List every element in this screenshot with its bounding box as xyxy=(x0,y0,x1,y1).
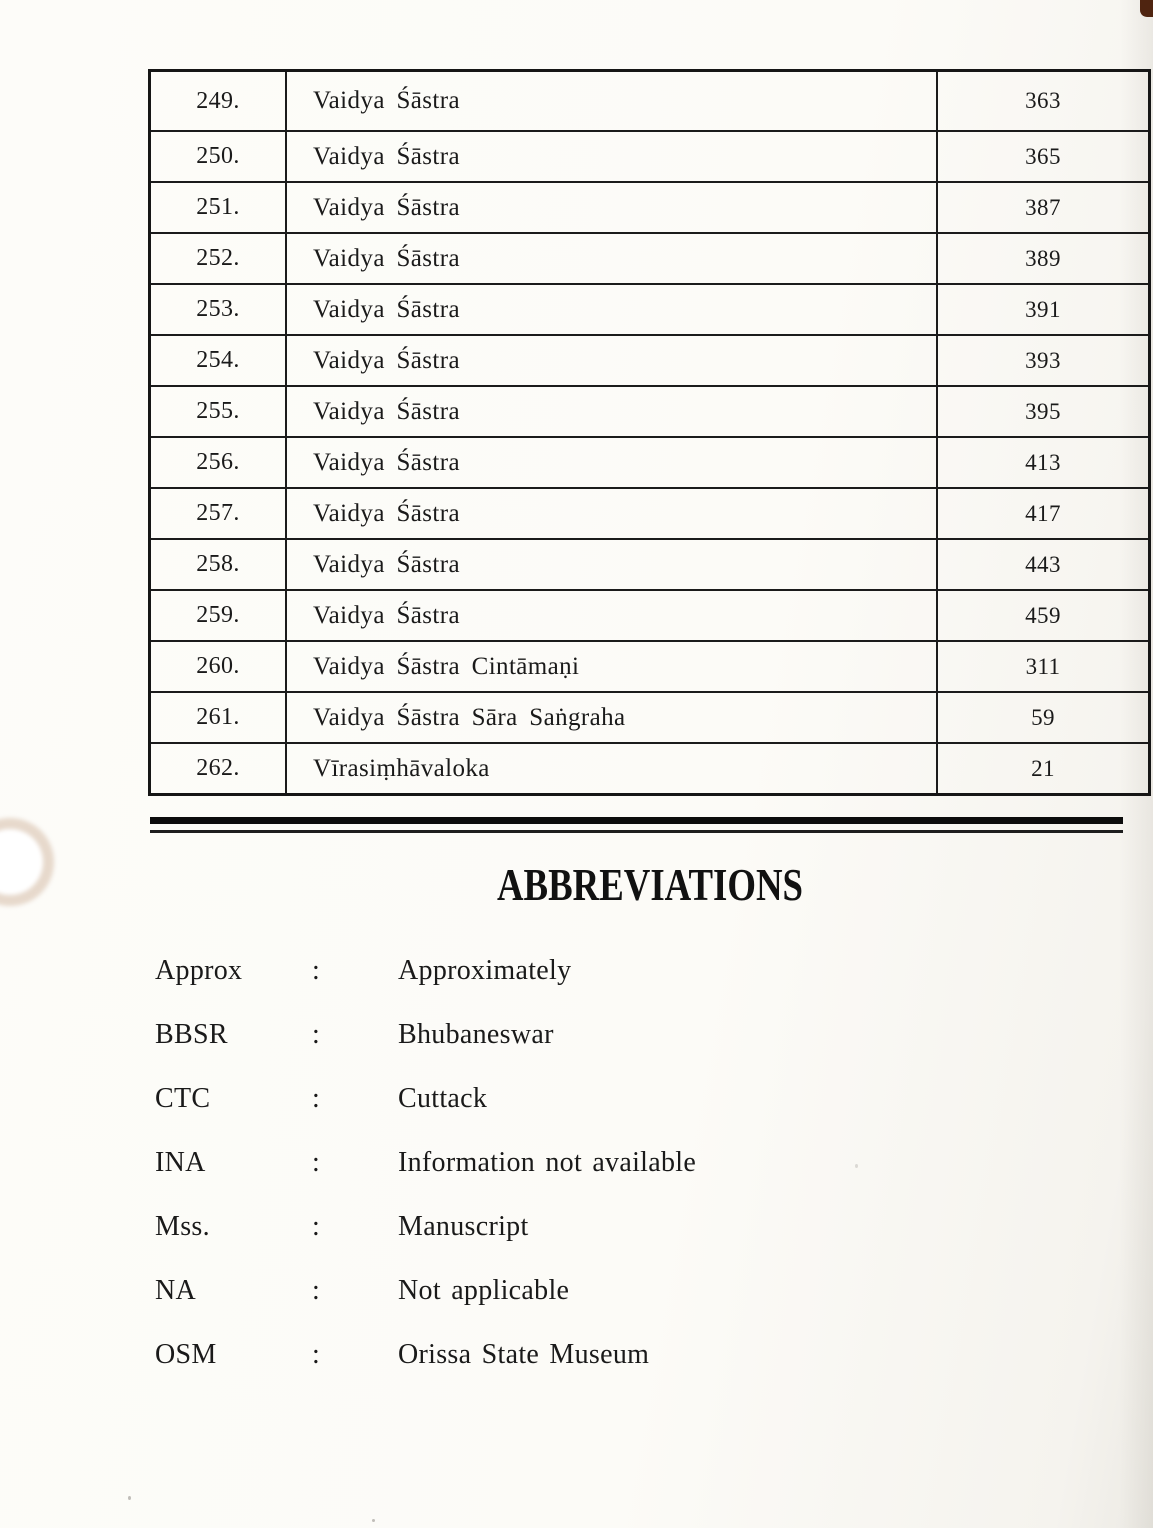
abbreviation-meaning: Orissa State Museum xyxy=(398,1339,650,1370)
table-row xyxy=(150,335,1150,386)
serial-number-cell: 254. xyxy=(150,335,287,386)
title-cell: Vaidya Śāstra xyxy=(286,590,937,641)
serial-number-cell: 262. xyxy=(150,743,287,795)
abbreviation-row xyxy=(155,1020,915,1050)
title-cell: Vaidya Śāstra xyxy=(286,386,937,437)
serial-number-cell: 259. xyxy=(150,590,287,641)
serial-number-cell: 260. xyxy=(150,641,287,692)
abbreviation-row xyxy=(155,1084,915,1114)
table-row xyxy=(150,641,1150,692)
page-number-cell: 21 xyxy=(937,743,1150,795)
page-number-cell: 387 xyxy=(937,182,1150,233)
page-number-cell: 365 xyxy=(937,131,1150,182)
page-number-cell: 417 xyxy=(937,488,1150,539)
binder-hole-artifact xyxy=(0,818,54,906)
table-row xyxy=(150,233,1150,284)
page-number-cell: 391 xyxy=(937,284,1150,335)
abbreviation-colon: : xyxy=(312,955,321,986)
abbreviation-colon: : xyxy=(312,1275,321,1306)
abbreviation-row xyxy=(155,1340,915,1370)
table-row xyxy=(150,182,1150,233)
abbreviation-meaning: Approximately xyxy=(398,955,572,986)
table-row xyxy=(150,743,1150,795)
section-double-rule xyxy=(150,817,1123,833)
abbreviation-colon: : xyxy=(312,1211,321,1242)
title-cell: Vaidya Śāstra Sāra Saṅgraha xyxy=(286,692,937,743)
abbreviation-meaning: Cuttack xyxy=(398,1083,488,1114)
title-cell: Vaidya Śāstra xyxy=(286,488,937,539)
table-row xyxy=(150,437,1150,488)
serial-number-cell: 253. xyxy=(150,284,287,335)
abbreviation-meaning: Not applicable xyxy=(398,1275,570,1306)
serial-number-cell: 251. xyxy=(150,182,287,233)
serial-number-cell: 261. xyxy=(150,692,287,743)
page-number-cell: 443 xyxy=(937,539,1150,590)
table-row xyxy=(150,386,1150,437)
page-number-cell: 459 xyxy=(937,590,1150,641)
serial-number-cell: 250. xyxy=(150,131,287,182)
abbreviation-colon: : xyxy=(312,1083,321,1114)
title-cell: Vaidya Śāstra xyxy=(286,71,937,132)
table-row xyxy=(150,488,1150,539)
scan-speck xyxy=(372,1519,375,1522)
abbreviations-list xyxy=(155,956,915,1404)
abbreviation-meaning: Manuscript xyxy=(398,1211,529,1242)
serial-number-cell: 255. xyxy=(150,386,287,437)
serial-number-cell: 257. xyxy=(150,488,287,539)
title-cell: Vaidya Śāstra xyxy=(286,284,937,335)
table-row xyxy=(150,131,1150,182)
serial-number-cell: 258. xyxy=(150,539,287,590)
page-number-cell: 59 xyxy=(937,692,1150,743)
title-cell: Vaidya Śāstra xyxy=(286,437,937,488)
abbreviation-colon: : xyxy=(312,1339,321,1370)
abbreviation-colon: : xyxy=(312,1019,321,1050)
abbreviation-colon: : xyxy=(312,1147,321,1178)
rule-thick-line xyxy=(150,817,1123,824)
abbreviation-term: INA xyxy=(155,1147,206,1178)
title-cell: Vaidya Śāstra xyxy=(286,539,937,590)
table-row xyxy=(150,539,1150,590)
abbreviation-meaning: Information not available xyxy=(398,1147,697,1178)
title-cell: Vaidya Śāstra xyxy=(286,182,937,233)
page-number-cell: 363 xyxy=(937,71,1150,132)
abbreviation-term: NA xyxy=(155,1275,197,1306)
abbreviation-meaning: Bhubaneswar xyxy=(398,1019,554,1050)
abbreviation-term: Mss. xyxy=(155,1211,210,1242)
manuscript-index-table xyxy=(148,69,1151,796)
title-cell: Vaidya Śāstra xyxy=(286,233,937,284)
abbreviation-term: BBSR xyxy=(155,1019,228,1050)
rule-thin-line xyxy=(150,830,1123,833)
abbreviation-row xyxy=(155,1212,915,1242)
title-cell: Vīrasiṃhāvaloka xyxy=(286,743,937,795)
serial-number-cell: 256. xyxy=(150,437,287,488)
table-row xyxy=(150,71,1150,132)
abbreviation-row xyxy=(155,1148,915,1178)
table-row xyxy=(150,692,1150,743)
title-cell: Vaidya Śāstra xyxy=(286,335,937,386)
abbreviation-term: OSM xyxy=(155,1339,217,1370)
table-row xyxy=(150,590,1150,641)
page-number-cell: 413 xyxy=(937,437,1150,488)
serial-number-cell: 252. xyxy=(150,233,287,284)
page-corner-artifact xyxy=(1140,0,1153,17)
page-number-cell: 393 xyxy=(937,335,1150,386)
abbreviations-heading: ABBREVIATIONS xyxy=(496,859,804,910)
title-cell: Vaidya Śāstra Cintāmaṇi xyxy=(286,641,937,692)
serial-number-cell: 249. xyxy=(150,71,287,132)
scan-speck xyxy=(128,1496,131,1500)
title-cell: Vaidya Śāstra xyxy=(286,131,937,182)
abbreviation-term: Approx xyxy=(155,955,243,986)
page-number-cell: 395 xyxy=(937,386,1150,437)
abbreviation-row xyxy=(155,1276,915,1306)
table-row xyxy=(150,284,1150,335)
abbreviation-row xyxy=(155,956,915,986)
page-number-cell: 311 xyxy=(937,641,1150,692)
abbreviation-term: CTC xyxy=(155,1083,211,1114)
page-number-cell: 389 xyxy=(937,233,1150,284)
